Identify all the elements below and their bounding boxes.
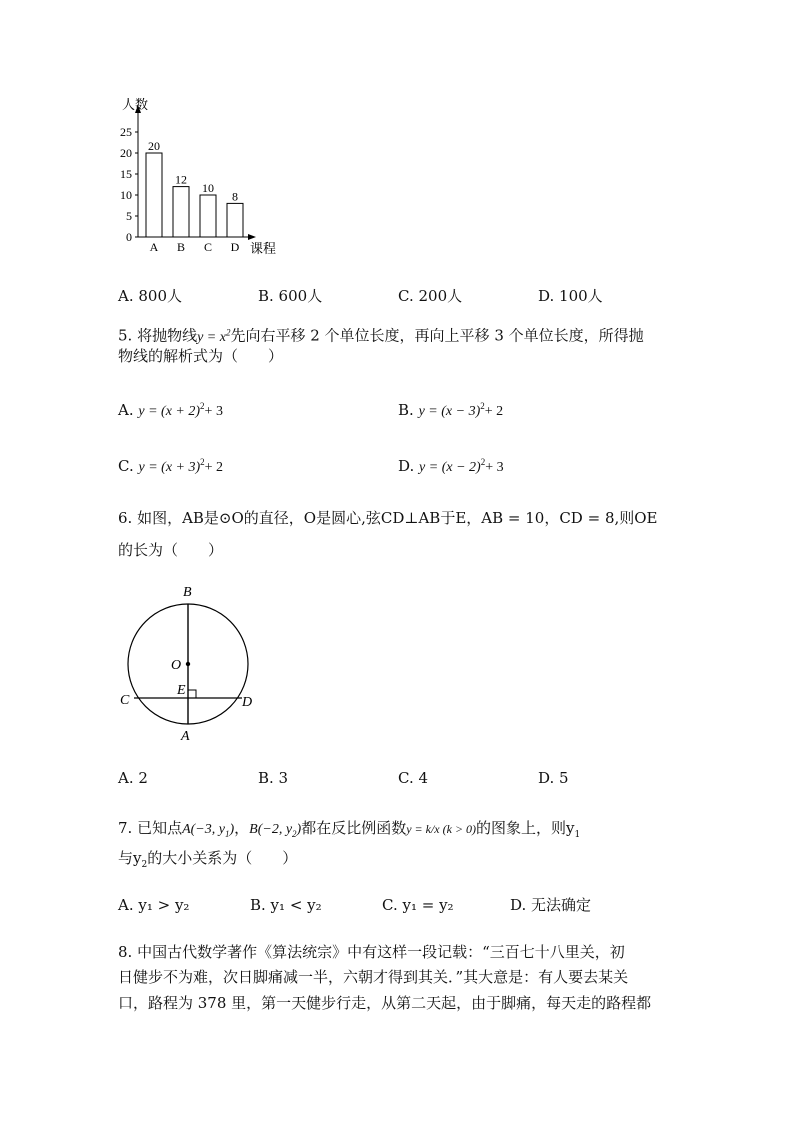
bar-value-label: 12 [175, 172, 187, 187]
y-tick-label: 25 [120, 125, 132, 139]
bar-D [227, 203, 243, 237]
circle-figure [115, 580, 265, 745]
right-angle-mark [188, 690, 196, 698]
q4-option-c: C. 200人 [398, 287, 463, 305]
q5-option-a: A. $y = (x + 2)^2+ 3$ [118, 401, 223, 419]
label-a: A [181, 729, 190, 744]
q6-option-d: D. 5 [538, 769, 569, 787]
q7-option-c: C. y₁ = y₂ [382, 896, 454, 914]
q5-line-1 [118, 322, 644, 348]
y-tick-label: 10 [120, 188, 132, 202]
q4-option-d: D. 100人 [538, 287, 603, 305]
q7-option-a: A. y₁ > y₂ [118, 896, 190, 914]
q6-option-c: C. 4 [398, 769, 429, 787]
q6-line-1: 6. 如图，AB是⊙O的直径，O是圆心,弦CD⊥AB于E，AB = 10，CD = 8,则OE [118, 509, 658, 527]
q5-option-b: B. $y = (x - 3)^2+ 2$ [398, 401, 504, 419]
q5-expr: $y = x^2$ [197, 327, 231, 345]
bar-value-label: 8 [232, 189, 238, 204]
bar-C [200, 195, 216, 237]
category-label: A [149, 240, 159, 254]
q5-text-a: 5. 将抛物线 [118, 326, 198, 345]
label-b: B [183, 585, 192, 600]
q8-line-1: 8. 中国古代数学著作《算法统宗》中有这样一段记载：“三百七十八里关，初 [118, 943, 625, 961]
bar-A [146, 153, 162, 237]
label-d: D [242, 695, 253, 710]
bar-B [173, 187, 189, 237]
q7-option-b: B. y₁ < y₂ [250, 896, 322, 914]
bar-value-label: 10 [202, 181, 214, 195]
q6-option-b: B. 3 [258, 769, 289, 787]
label-c: C [120, 693, 130, 708]
label-e: E [177, 683, 186, 698]
q6-option-a: A. 2 [118, 769, 148, 787]
q6-line-2: 的长为（ ） [118, 541, 224, 559]
q8-line-2: 日健步不为难，次日脚痛减一半，六朝才得到其关．”其大意是：有人要去某关 [118, 968, 629, 986]
q4-option-b: B. 600人 [258, 287, 323, 305]
y-tick-label: 15 [120, 167, 132, 181]
q5-line-2: 物线的解析式为（ ） [118, 347, 284, 365]
q4-option-a: A. 800人 [118, 287, 182, 305]
q7-point-b: B(−2, $y_2$) [249, 822, 302, 839]
category-label: D [230, 240, 240, 254]
y-tick-label: 0 [126, 230, 132, 244]
q7-line-1: 7. 已知点A(−3, $y_1$)，B(−2, $y_2$)都在反比例函数y = k/x (k > 0)的图象上，则$y_1$ [118, 819, 581, 840]
q7-line-2: 与$y_2$的大小关系为（ ） [118, 849, 298, 870]
q5-option-d: D. $y = (x - 2)^2+ 3$ [398, 457, 504, 475]
q8-line-3: 口，路程为 378 里，第一天健步行走，从第二天起，由于脚痛，每天走的路程都 [118, 994, 652, 1012]
y-tick-label: 5 [126, 209, 132, 223]
x-axis-arrow [248, 234, 256, 240]
label-o: O [171, 658, 182, 673]
q5-option-c: C. $y = (x + 3)^2+ 2$ [118, 457, 224, 475]
x-axis-label: 课程 [250, 241, 277, 256]
center-dot [186, 662, 190, 666]
bar-chart [110, 95, 290, 260]
y-axis-label: 人数 [122, 97, 149, 112]
bar-value-label: 20 [148, 139, 160, 153]
q7-point-a: A(−3, $y_1$) [182, 822, 235, 839]
category-label: B [176, 240, 186, 254]
q7-function: y = k/x (k > 0) [406, 822, 477, 836]
q5-text-b: 先向右平移 2 个单位长度，再向上平移 3 个单位长度，所得抛 [230, 326, 644, 345]
q7-option-d: D. 无法确定 [510, 896, 592, 914]
category-label: C [203, 240, 213, 254]
y-tick-label: 20 [120, 146, 132, 160]
